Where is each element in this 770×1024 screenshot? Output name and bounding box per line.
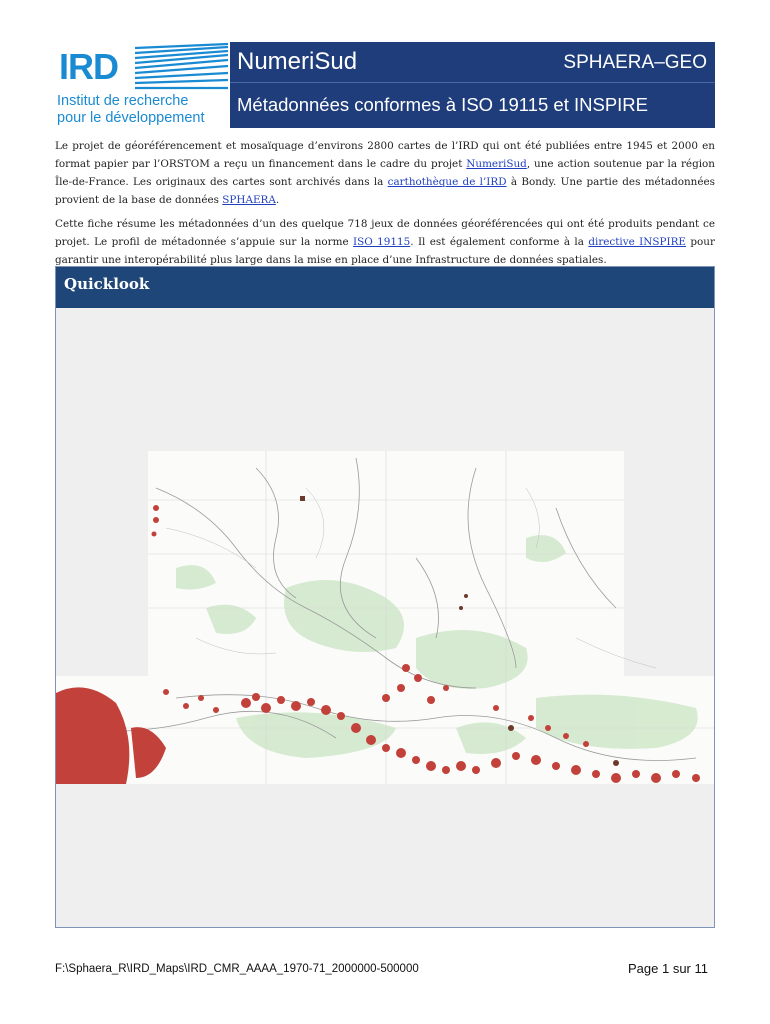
- ird-logo: [55, 42, 228, 128]
- text: .: [275, 194, 280, 206]
- intro-paragraph-1: [55, 137, 715, 209]
- text: Le projet de géoréférencement et mosaïquage d’environs 2800 cartes de l’IRD qui ont été publiées entre 1945 et 2000 en format papier par l’ORSTOM a reçu un financement dans le cadre du projet: [55, 140, 715, 170]
- banner-subtitle: Métadonnées conformes à ISO 19115 et INSPIRE: [237, 94, 648, 115]
- numerisud-link[interactable]: NumeriSud: [466, 158, 527, 170]
- intro-text: [55, 137, 715, 275]
- text: à Bondy. Une partie des métadonnées provient de la base de données: [55, 176, 716, 206]
- logo-stripes-icon: [135, 42, 228, 92]
- quicklook-title: Quicklook: [64, 275, 150, 293]
- quicklook-map-image: [56, 308, 714, 927]
- page-header: [55, 42, 715, 128]
- logo-text: IRD: [59, 46, 118, 87]
- institute-line-1: Institut de recherche: [57, 93, 189, 109]
- iso-19115-link[interactable]: ISO 19115: [353, 236, 411, 248]
- intro-paragraph-2: [55, 215, 715, 269]
- text: . Il est également conforme à la: [410, 236, 589, 248]
- footer-file-path: F:\Sphaera_R\IRD_Maps\IRD_CMR_AAAA_1970-71_2000000-500000: [55, 963, 419, 975]
- banner-title: NumeriSud: [237, 48, 358, 75]
- sphaera-link[interactable]: SPHAERA: [222, 194, 276, 206]
- inspire-directive-link[interactable]: directive INSPIRE: [588, 236, 686, 248]
- text: pour garantir une interopérabilité plus large dans la mise en place d’une Infrastructure de données spatiales.: [55, 236, 715, 266]
- quicklook-section: [55, 266, 715, 928]
- carthotheque-link[interactable]: carthothèque de l’IRD: [387, 176, 507, 188]
- quicklook-header: [56, 267, 714, 308]
- institute-line-2: pour le développement: [57, 110, 205, 126]
- footer-page-number: Page 1 sur 11: [628, 961, 708, 976]
- logo-mark-box: [55, 42, 228, 92]
- quicklook-body: [56, 308, 714, 927]
- banner-right-label: SPHAERA–GEO: [563, 52, 707, 73]
- banner-top-row: [230, 42, 715, 83]
- institute-name: [57, 93, 205, 127]
- title-banner: [230, 42, 715, 128]
- text: , une action soutenue par la région Île-de-France. Les originaux des cartes sont archivés dans la: [55, 158, 715, 188]
- text: Cette fiche résume les métadonnées d’un des quelque 718 jeux de données géoréférencées qui ont été produits pendant ce projet. Le profil de métadonnée s’appuie sur la norme: [55, 218, 715, 248]
